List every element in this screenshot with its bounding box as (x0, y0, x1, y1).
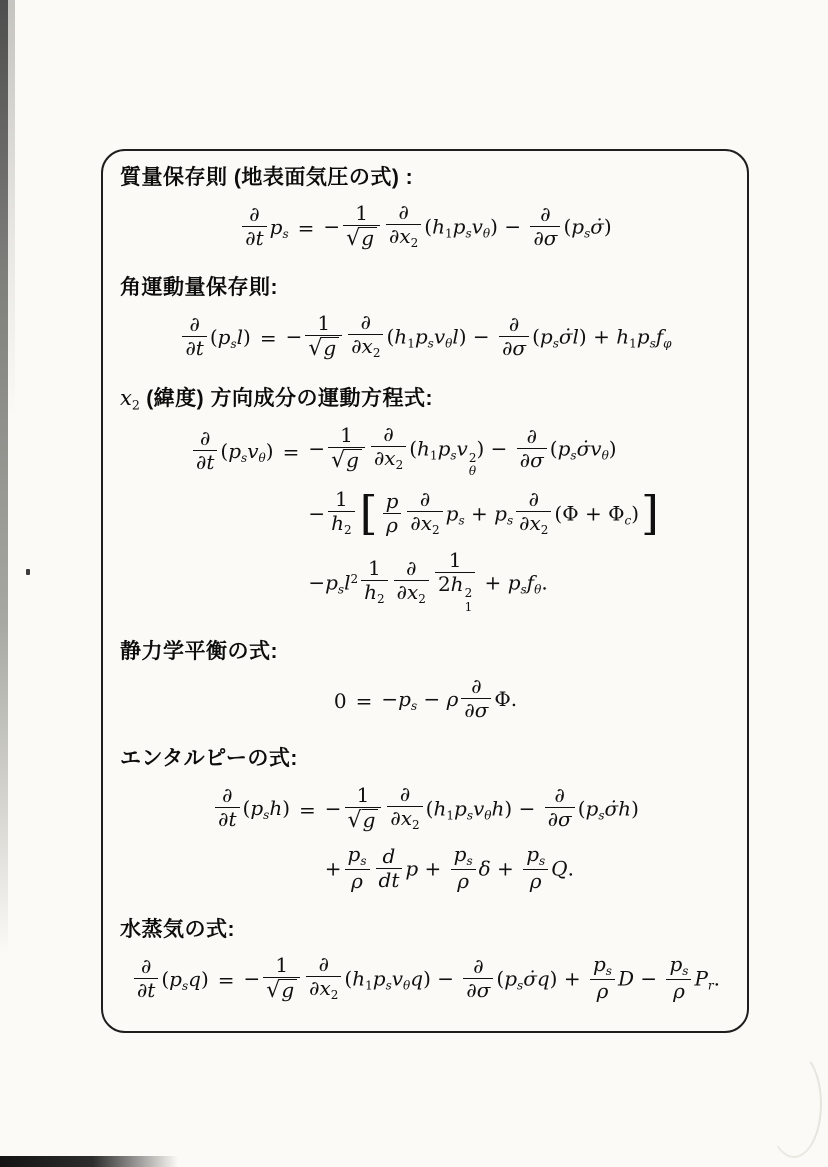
equation-rhs: − $\frac{1}{h_2}$ [ $\frac{p}{\rho}$ $\frac{\partial}{\partial x_2}$ $p_s + p_s$ $\frac{\partial}{\partial x_2}$ $(\Phi + \Phi_c)$] (308, 486, 659, 541)
section-heading: $x_2$ (緯度) 方向成分の運動方程式: (120, 386, 434, 413)
equation-relation: = (297, 216, 315, 241)
equation-rhs: − $\frac{1}{√g}$ $\frac{\partial}{\partial x_2}$ $(h_1p_sv_\theta h)$ − $\frac{\partial}{\partial\sigma}$ $(p_s\sigmȧh)$ (324, 781, 639, 833)
equation-rhs: − $\frac{1}{√g}$ $\frac{\partial}{\partial x_2}$ $(h_1p_sv_\theta q)$ − $\frac{\partial}{\partial\sigma}$ $(p_s\sigmȧq)$ + $\frac{p_s}{\rho}$ D − $\frac{p_s}{\rho}$ $P_r$. (243, 952, 721, 1004)
formula-section (118, 385, 733, 616)
equation (118, 952, 733, 1004)
equation-relation: = (217, 968, 235, 993)
equation-rhs: − $\frac{1}{√g}$ $\frac{\partial}{\partial x_2}$ ($h_1p_sv$ 2 θ ) − $\frac{\partial}{\partial\sigma}$ $(p_s\sigmȧv_\theta)$ (308, 422, 617, 479)
formula-section (118, 275, 733, 362)
section-heading: 水蒸気の式: (120, 918, 235, 942)
equation-lhs: $\frac{\partial}{\partial t}$ $(p_sh)$ (212, 787, 290, 832)
equation-lhs: $\frac{\partial}{\partial t}$ $(p_sl)$ (179, 316, 250, 361)
equation-relation: = (259, 326, 277, 351)
equation-lhs: $\frac{\partial}{\partial t}$ $(p_sv_\theta)$ (190, 430, 274, 475)
section-heading: エンタルピーの式: (120, 747, 298, 771)
equation (118, 422, 733, 616)
equation-lhs (190, 572, 274, 596)
scan-edge-artifact-left-2 (8, 0, 15, 420)
formula-box (101, 149, 749, 1033)
equation-rhs: $-p_sl^2$ $\frac{1}{h_2}$ $\frac{\partial}{\partial x_2}$ 1 2h 2 1 + $p_sf_\theta$. (308, 548, 548, 614)
section-heading: 質量保存則 (地表面気圧の式) : (120, 166, 414, 189)
equation (118, 200, 733, 252)
equation-lhs: 0 (333, 688, 347, 713)
formula-section (118, 639, 733, 723)
equation-rhs: $-p_s - \rho$ $\frac{\partial}{\partial\sigma}$ Φ. (381, 674, 518, 723)
equation-lhs (190, 503, 274, 527)
equation-lhs: $\frac{\partial}{\partial t}$ $p_s$ (239, 206, 288, 251)
formula-section (118, 917, 733, 1004)
equation-lhs: $\frac{\partial}{\partial t}$ $(p_sq)$ (131, 958, 209, 1003)
scan-edge-artifact-left (0, 0, 8, 955)
equation (118, 310, 733, 362)
equation (118, 674, 733, 723)
section-heading: 静力学平衡の式: (120, 640, 278, 664)
formula-section (118, 746, 733, 894)
scan-artifact-bottom-left (0, 1156, 178, 1167)
formula-section (118, 165, 733, 252)
equation-rhs: − $\frac{1}{√g}$ $\frac{\partial}{\partial x_2}$ $(h_1p_sv_\theta)$ − $\frac{\partial}{\partial\sigma}$ $(p_s\sigmȧ)$ (323, 200, 612, 252)
scan-artifact-bottom-right (766, 1050, 822, 1158)
equation-relation: = (282, 440, 300, 465)
equation-relation: = (299, 797, 316, 822)
scan-speck (26, 569, 30, 575)
equation-rhs: + $\frac{p_s}{\rho}$ $\frac{d}{dt}$ p + $\frac{p_s}{\rho}$ δ + $\frac{p_s}{\rho}$ Q. (324, 842, 574, 894)
equation-relation: = (355, 688, 373, 713)
heading-math-prefix: $x_2$ (120, 386, 140, 413)
equation (118, 781, 733, 895)
equation-lhs (212, 858, 290, 882)
section-heading: 角運動量保存則: (120, 276, 278, 300)
equation-rhs: − $\frac{1}{√g}$ $\frac{\partial}{\partial x_2}$ $(h_1p_sv_\theta l)$ − $\frac{\partial}{\partial\sigma}$ $(p_s\sigmȧl) + h_1p_sf_\varphi$ (285, 310, 672, 362)
